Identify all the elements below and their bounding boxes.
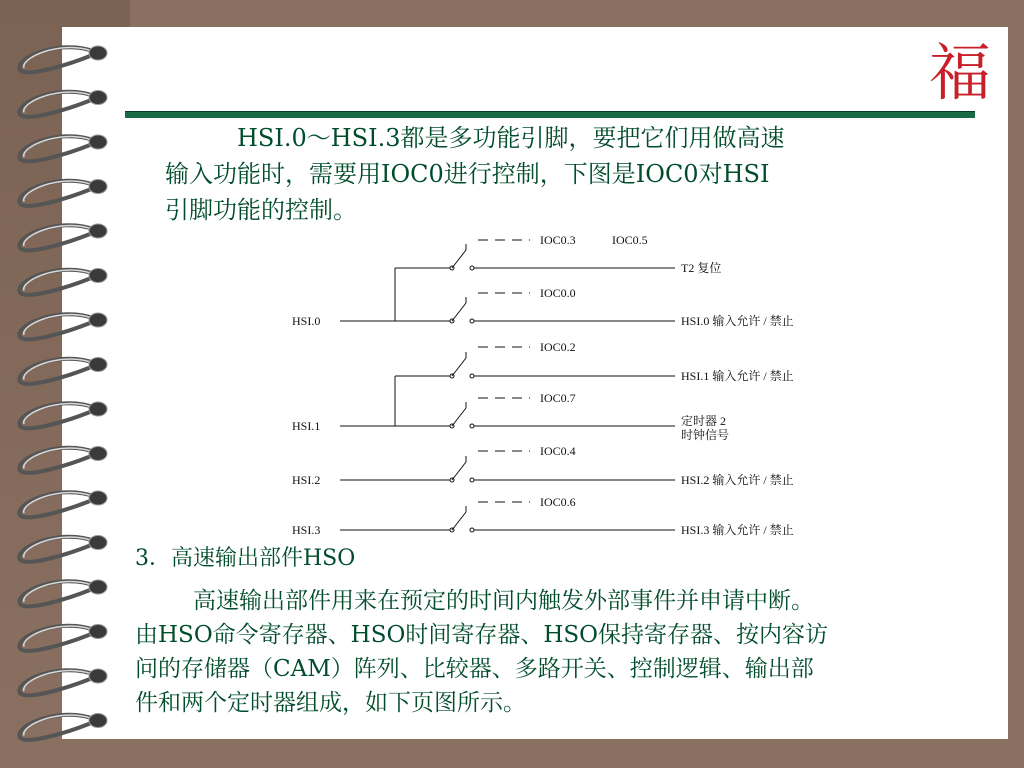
input-label-hsi3: HSI.3 (292, 523, 321, 537)
switch-contact (470, 478, 474, 482)
switch-contact (470, 424, 474, 428)
spiral-ring (19, 537, 96, 562)
binding-hole (89, 447, 107, 461)
fu-stamp-logo (928, 30, 992, 110)
control-bit-ioc0-4: IOC0.4 (540, 444, 576, 458)
switch-blade (452, 358, 466, 376)
binding-hole (89, 46, 107, 60)
spiral-ring (19, 626, 96, 651)
spiral-ring (19, 581, 96, 606)
title-rule (125, 111, 975, 118)
switch-blade (452, 250, 466, 268)
switch-contact (470, 266, 474, 270)
output-label-hsi1-enable: HSI.1 输入允许 / 禁止 (681, 369, 794, 383)
section-heading: 3．高速输出部件HSO (135, 546, 356, 571)
spiral-ring (19, 92, 96, 117)
switch-blade (452, 303, 466, 321)
intro-paragraph (165, 120, 965, 228)
switch-contact (470, 374, 474, 378)
spiral-ring (19, 448, 96, 473)
output-label-hsi2-enable: HSI.2 输入允许 / 禁止 (681, 473, 794, 487)
binding-hole (89, 358, 107, 372)
spiral-ring (19, 181, 96, 206)
output-label-timer2: 定时器 2 (681, 414, 727, 428)
spiral-ring (19, 314, 96, 339)
binding-hole (89, 269, 107, 283)
output-label-clock-signal: 时钟信号 (681, 428, 730, 442)
fu-character: 福 (928, 36, 992, 109)
binding-hole (89, 224, 107, 238)
binding-hole (89, 402, 107, 416)
binding-hole (89, 313, 107, 327)
spiral-ring (19, 492, 96, 517)
hso-line-3: 问的存储器（CAM）阵列、比较器、多路开关、控制逻辑、输出部 (135, 656, 814, 682)
spiral-ring (19, 670, 96, 695)
output-label-t2-reset: T2 复位 (681, 261, 722, 275)
spiral-binding (0, 0, 130, 768)
spiral-ring (19, 136, 96, 161)
control-bit-ioc0-3: IOC0.3 (540, 233, 576, 247)
control-bit-ioc0-2: IOC0.2 (540, 340, 576, 354)
hso-line-2: 由HSO命令寄存器、HSO时间寄存器、HSO保持寄存器、按内容访 (135, 622, 829, 648)
binding-hole (89, 580, 107, 594)
binding-hole (89, 491, 107, 505)
output-label-hsi3-enable: HSI.3 输入允许 / 禁止 (681, 523, 794, 537)
binding-hole (89, 135, 107, 149)
binding-hole (89, 669, 107, 683)
output-label-hsi0-enable: HSI.0 输入允许 / 禁止 (681, 314, 794, 328)
hso-line-4: 件和两个定时器组成，如下页图所示。 (135, 690, 526, 716)
control-bit-ioc0-7: IOC0.7 (540, 391, 576, 405)
ioc0-hsi-control-diagram (280, 226, 840, 542)
spiral-ring (19, 270, 96, 295)
binding-hole (89, 91, 107, 105)
binding-hole (89, 625, 107, 639)
hso-paragraph (135, 584, 995, 720)
control-bit-ioc0-6: IOC0.6 (540, 495, 576, 509)
switch-blade (452, 408, 466, 426)
hso-line-1: 高速输出部件用来在预定的时间内触发外部事件并申请中断。 (193, 588, 814, 614)
spiral-ring (19, 359, 96, 384)
switch-blade (452, 512, 466, 530)
switch-blade (452, 462, 466, 480)
control-bit-ioc0-5: IOC0.5 (612, 233, 648, 247)
binding-hole (89, 714, 107, 728)
input-label-hsi0: HSI.0 (292, 314, 321, 328)
input-label-hsi1: HSI.1 (292, 419, 321, 433)
intro-line-1: HSI.0～HSI.3都是多功能引脚，要把它们用做高速 (237, 124, 785, 152)
intro-line-3: 引脚功能的控制。 (165, 196, 357, 224)
input-label-hsi2: HSI.2 (292, 473, 321, 487)
binding-hole (89, 536, 107, 550)
switch-contact (470, 319, 474, 323)
switch-contact (470, 528, 474, 532)
control-bit-ioc0-0: IOC0.0 (540, 286, 576, 300)
intro-line-2: 输入功能时，需要用IOC0进行控制，下图是IOC0对HSI (165, 160, 770, 188)
spiral-ring (19, 47, 96, 72)
spiral-ring (19, 403, 96, 428)
spiral-ring (19, 225, 96, 250)
binding-hole (89, 180, 107, 194)
spiral-ring (19, 715, 96, 740)
